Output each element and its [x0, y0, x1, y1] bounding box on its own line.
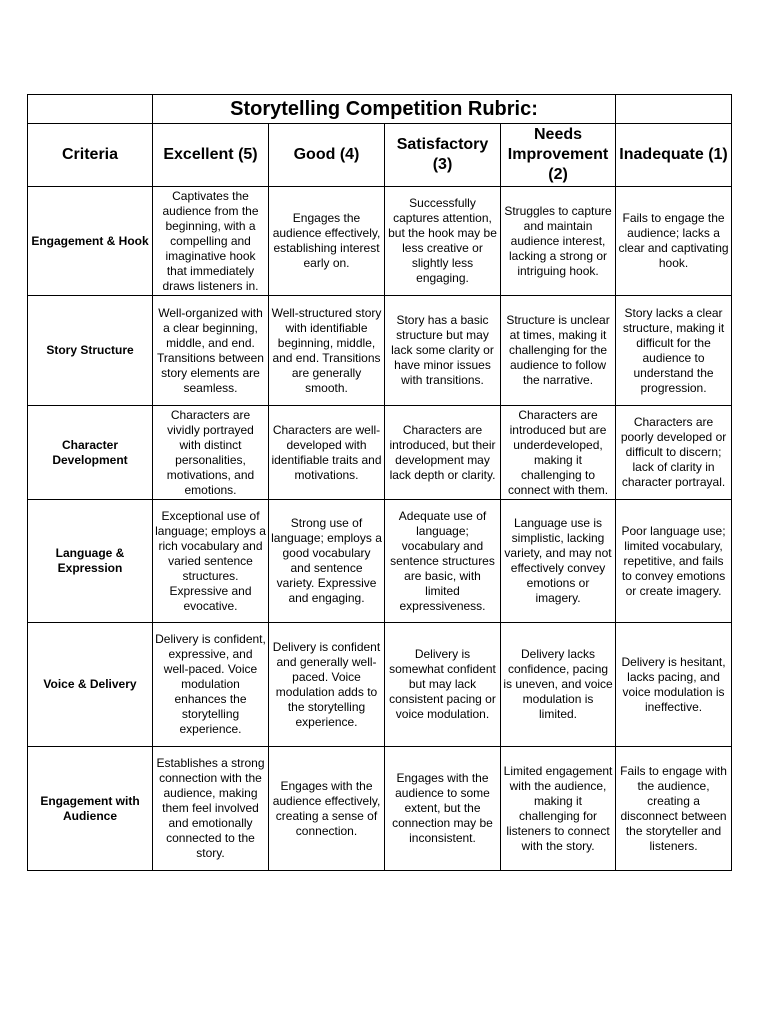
rating-cell: Establishes a strong connection with the audience, making them feel involved and emotionally connected to the story.	[153, 747, 269, 871]
title-spacer-right	[616, 95, 732, 124]
rating-cell: Story has a basic structure but may lack some clarity or have minor issues with transitions.	[385, 296, 501, 406]
table-row	[28, 406, 732, 500]
rating-cell: Successfully captures attention, but the hook may be less creative or slightly less engaging.	[385, 187, 501, 296]
rating-cell: Delivery is somewhat confident but may lack consistent pacing or voice modulation.	[385, 623, 501, 747]
rating-cell: Well-organized with a clear beginning, middle, and end. Transitions between story elements are seamless.	[153, 296, 269, 406]
rating-cell: Fails to engage with the audience, creating a disconnect between the storyteller and listeners.	[616, 747, 732, 871]
header-excellent: Excellent (5)	[153, 124, 269, 187]
rating-cell: Poor language use; limited vocabulary, repetitive, and fails to convey emotions or create imagery.	[616, 500, 732, 623]
rating-cell: Characters are vividly portrayed with distinct personalities, motivations, and emotions.	[153, 406, 269, 500]
rating-cell: Language use is simplistic, lacking variety, and may not effectively convey emotions or imagery.	[501, 500, 616, 623]
table-row	[28, 747, 732, 871]
rating-cell: Struggles to capture and maintain audience interest, lacking a strong or intriguing hook.	[501, 187, 616, 296]
rating-cell: Fails to engage the audience; lacks a clear and captivating hook.	[616, 187, 732, 296]
title-row	[28, 95, 732, 124]
rubric-title: Storytelling Competition Rubric:	[153, 95, 616, 124]
rating-cell: Engages with the audience effectively, creating a sense of connection.	[269, 747, 385, 871]
rating-cell: Well-structured story with identifiable beginning, middle, and end. Transitions are generally smooth.	[269, 296, 385, 406]
header-satisfactory: Satisfactory (3)	[385, 124, 501, 187]
header-criteria: Criteria	[28, 124, 153, 187]
title-spacer-left	[28, 95, 153, 124]
rating-cell: Strong use of language; employs a good vocabulary and sentence variety. Expressive and engaging.	[269, 500, 385, 623]
rating-cell: Exceptional use of language; employs a rich vocabulary and varied sentence structures. Expressive and evocative.	[153, 500, 269, 623]
rating-cell: Characters are introduced but are underdeveloped, making it challenging to connect with them.	[501, 406, 616, 500]
criterion-cell: Character Development	[28, 406, 153, 500]
table-row	[28, 623, 732, 747]
rating-cell: Limited engagement with the audience, making it challenging for listeners to connect with the story.	[501, 747, 616, 871]
rating-cell: Delivery is hesitant, lacks pacing, and voice modulation is ineffective.	[616, 623, 732, 747]
criterion-cell: Engagement with Audience	[28, 747, 153, 871]
header-row	[28, 124, 732, 187]
rating-cell: Delivery is confident, expressive, and well-paced. Voice modulation enhances the storytelling experience.	[153, 623, 269, 747]
rating-cell: Engages with the audience to some extent, but the connection may be inconsistent.	[385, 747, 501, 871]
criterion-cell: Engagement & Hook	[28, 187, 153, 296]
rating-cell: Engages the audience effectively, establishing interest early on.	[269, 187, 385, 296]
table-row	[28, 500, 732, 623]
header-inadequate: Inadequate (1)	[616, 124, 732, 187]
rating-cell: Characters are introduced, but their development may lack depth or clarity.	[385, 406, 501, 500]
rating-cell: Delivery lacks confidence, pacing is uneven, and voice modulation is limited.	[501, 623, 616, 747]
rating-cell: Captivates the audience from the beginning, with a compelling and imaginative hook that immediately draws listeners in.	[153, 187, 269, 296]
criterion-cell: Language & Expression	[28, 500, 153, 623]
rating-cell: Characters are poorly developed or difficult to discern; lack of clarity in character portrayal.	[616, 406, 732, 500]
criterion-cell: Story Structure	[28, 296, 153, 406]
rating-cell: Adequate use of language; vocabulary and sentence structures are basic, with limited expressiveness.	[385, 500, 501, 623]
criterion-cell: Voice & Delivery	[28, 623, 153, 747]
header-good: Good (4)	[269, 124, 385, 187]
header-needs-improvement: Needs Improvement (2)	[501, 124, 616, 187]
rubric-table	[27, 94, 732, 871]
rating-cell: Characters are well-developed with identifiable traits and motivations.	[269, 406, 385, 500]
rating-cell: Delivery is confident and generally well-paced. Voice modulation adds to the storytelling experience.	[269, 623, 385, 747]
rating-cell: Structure is unclear at times, making it challenging for the audience to follow the narrative.	[501, 296, 616, 406]
rating-cell: Story lacks a clear structure, making it difficult for the audience to understand the progression.	[616, 296, 732, 406]
table-row	[28, 187, 732, 296]
table-row	[28, 296, 732, 406]
